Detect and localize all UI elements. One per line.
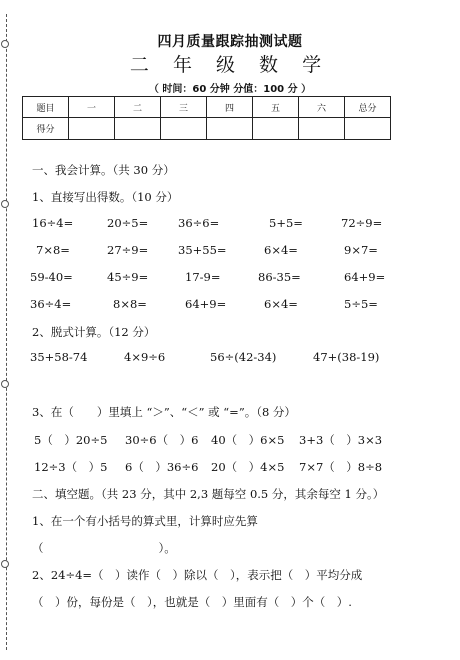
- fill-q2-line1[interactable]: 2、24÷4=（ ）读作（ ）除以（ ），表示把（ ）平均分成: [32, 568, 363, 582]
- binding-margin: [0, 0, 10, 660]
- section1-heading: 一、我会计算。（共 30 分）: [32, 163, 175, 177]
- compare-item[interactable]: 20（ ）4×5: [211, 460, 285, 474]
- calc-item: 5+5=: [269, 216, 303, 230]
- score-table: [22, 96, 391, 140]
- score-cell[interactable]: [69, 118, 115, 140]
- score-cell[interactable]: [207, 118, 253, 140]
- fill-q1-line2[interactable]: （ ）。: [32, 541, 176, 555]
- exam-meta: （ 时间：60 分钟 分值：100 分 ）: [148, 84, 312, 95]
- score-header: 题目: [23, 97, 69, 118]
- grade-subject: 二 年 级 数 学: [129, 54, 331, 76]
- calc-item: 36÷6=: [178, 216, 220, 230]
- binding-hole: [1, 560, 9, 568]
- score-header: 一: [69, 97, 115, 118]
- score-header: 二: [115, 97, 161, 118]
- compare-item[interactable]: 12÷3（ ）5: [34, 460, 108, 474]
- calc-item: 36÷4=: [30, 297, 72, 311]
- q1-heading: 1、直接写出得数。（10 分）: [32, 190, 179, 204]
- calc-item: 45÷9=: [107, 270, 149, 284]
- calc-item: 16÷4=: [32, 216, 74, 230]
- calc-item: 35+55=: [178, 243, 227, 257]
- score-cell[interactable]: [253, 118, 299, 140]
- calc-item: 7×8=: [36, 243, 70, 257]
- calc-item: 64+9=: [185, 297, 227, 311]
- calc-item: 64+9=: [344, 270, 386, 284]
- page-title: 四月质量跟踪抽测试题: [157, 34, 303, 50]
- calc-item: 17-9=: [185, 270, 221, 284]
- compare-item[interactable]: 5（ ）20÷5: [34, 433, 108, 447]
- compare-item[interactable]: 6（ ）36÷6: [125, 460, 199, 474]
- score-header: 四: [207, 97, 253, 118]
- fill-q2-line2[interactable]: （ ）份，每份是（ ），也就是（ ）里面有（ ）个（ ）.: [32, 595, 352, 609]
- compare-item[interactable]: 3+3（ ）3×3: [299, 433, 383, 447]
- calc-item: 72÷9=: [341, 216, 383, 230]
- fill-q1-line1: 1、在一个有小括号的算式里，计算时应先算: [32, 514, 258, 528]
- calc-item: 59-40=: [30, 270, 73, 284]
- section2-heading: 二、填空题。（共 23 分，其中 2,3 题每空 0.5 分，其余每空 1 分。）: [32, 487, 385, 501]
- score-cell[interactable]: [345, 118, 391, 140]
- calc-item: 20÷5=: [107, 216, 149, 230]
- score-cell[interactable]: [161, 118, 207, 140]
- compare-item[interactable]: 30÷6（ ）6: [125, 433, 199, 447]
- expression-item: 4×9÷6: [124, 350, 166, 364]
- calc-item: 9×7=: [344, 243, 378, 257]
- binding-hole: [1, 380, 9, 388]
- compare-item[interactable]: 7×7（ ）8÷8: [299, 460, 383, 474]
- expression-item: 56÷(42-34): [210, 350, 277, 364]
- calc-item: 27÷9=: [107, 243, 149, 257]
- compare-item[interactable]: 40（ ）6×5: [211, 433, 285, 447]
- score-row-label: 得分: [23, 118, 69, 140]
- binding-hole: [1, 200, 9, 208]
- q3-heading: 3、在（ ）里填上 “＞”、“＜” 或 “=”。（8 分）: [32, 405, 296, 419]
- score-header: 五: [253, 97, 299, 118]
- calc-item: 8×8=: [113, 297, 147, 311]
- calc-item: 6×4=: [264, 297, 298, 311]
- q2-heading: 2、脱式计算。（12 分）: [32, 325, 156, 339]
- expression-item: 47+(38-19): [313, 350, 380, 364]
- score-value-row: [23, 118, 391, 140]
- calc-item: 86-35=: [258, 270, 301, 284]
- calc-item: 5÷5=: [344, 297, 378, 311]
- score-header: 六: [299, 97, 345, 118]
- score-header: 三: [161, 97, 207, 118]
- binding-line: [6, 14, 7, 650]
- score-cell[interactable]: [299, 118, 345, 140]
- calc-item: 6×4=: [264, 243, 298, 257]
- score-header: 总分: [345, 97, 391, 118]
- score-cell[interactable]: [115, 118, 161, 140]
- expression-item: 35+58-74: [30, 350, 88, 364]
- score-header-row: [23, 97, 391, 118]
